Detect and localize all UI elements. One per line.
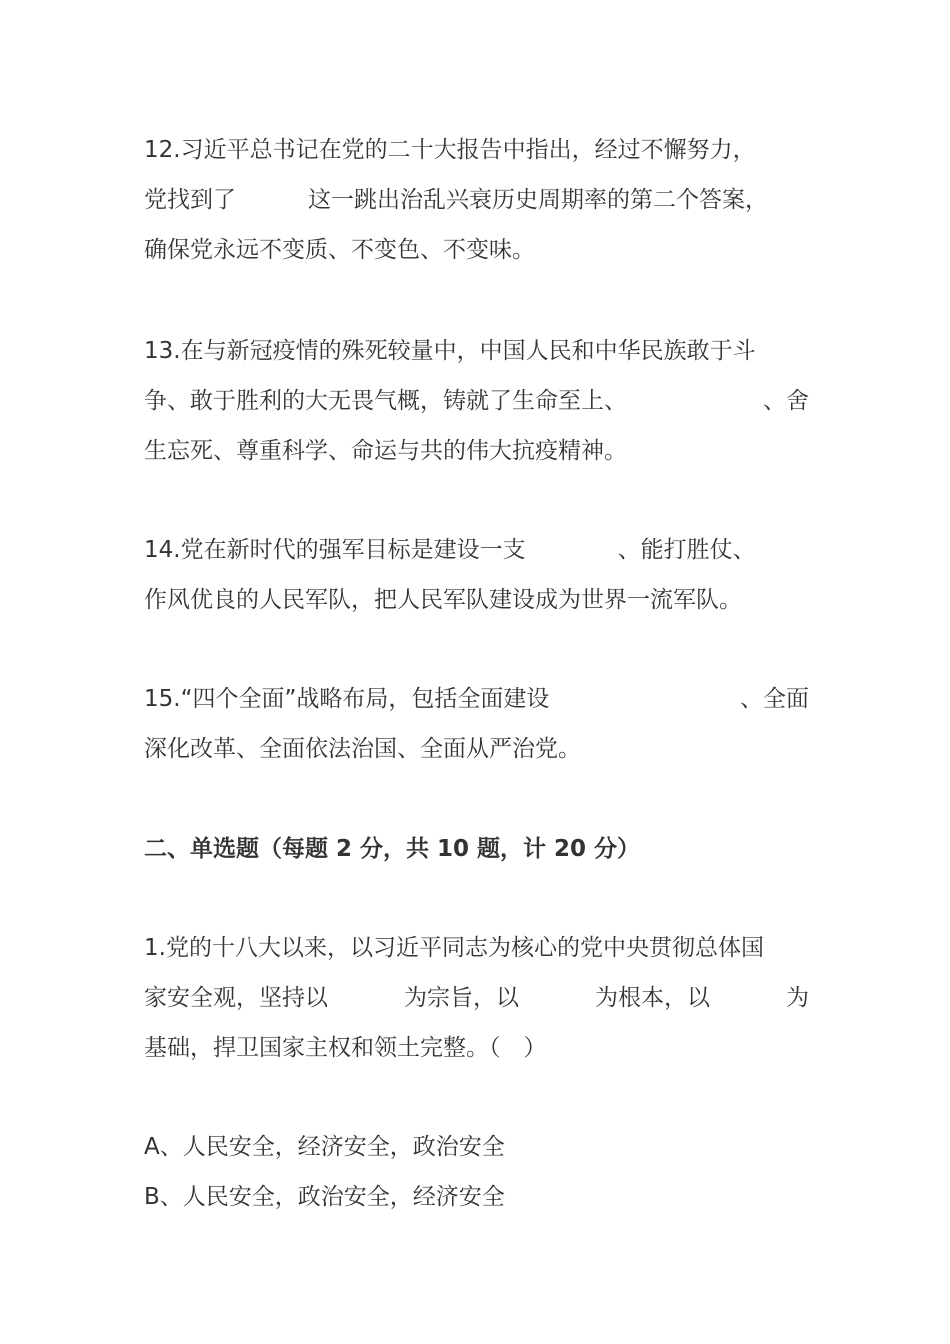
mc1-line-2-part-2: 为宗旨，以 xyxy=(404,985,519,1011)
q12-line-2-before-blank: 党找到了 xyxy=(144,187,236,213)
mc1-line-1: 1.党的十八大以来，以习近平同志为核心的党中央贯彻总体国 xyxy=(144,935,764,961)
q12-line-2 xyxy=(144,183,809,217)
q12-line-3: 确保党永远不变质、不变色、不变味。 xyxy=(144,237,535,263)
mc1-line-2-part-1: 家安全观，坚持以 xyxy=(144,985,328,1011)
mc1-line-2-part-4: 为 xyxy=(786,985,809,1011)
q13-line-1: 13.在与新冠疫情的殊死较量中，中国人民和中华民族敢于斗 xyxy=(144,338,756,364)
q15-line-2: 深化改革、全面依法治国、全面从严治党。 xyxy=(144,736,581,762)
q15-line-1 xyxy=(144,682,809,716)
q13-line-2 xyxy=(144,384,809,418)
mc1-line-2 xyxy=(144,981,809,1015)
q15-line-1-after-blank: 、全面 xyxy=(740,686,809,712)
mc1-option-a: A、人民安全，经济安全，政治安全 xyxy=(144,1134,505,1160)
mc1-option-b: B、人民安全，政治安全，经济安全 xyxy=(144,1184,505,1210)
q13-line-2-after-blank: 、舍 xyxy=(763,388,809,414)
section-heading-single-choice: 二、单选题（每题 2 分，共 10 题，计 20 分） xyxy=(144,836,641,862)
q14-line-1-after-blank: 、能打胜仗、 xyxy=(617,537,756,563)
q15-line-1-before-blank: 15.“四个全面”战略布局，包括全面建设 xyxy=(144,686,550,712)
q12-line-2-after-blank: 这一跳出治乱兴衰历史周期率的第二个答案， xyxy=(308,187,768,213)
q12-line-1: 12.习近平总书记在党的二十大报告中指出，经过不懈努力， xyxy=(144,137,756,163)
q14-line-2: 作风优良的人民军队，把人民军队建设成为世界一流军队。 xyxy=(144,587,742,613)
q13-line-3: 生忘死、尊重科学、命运与共的伟大抗疫精神。 xyxy=(144,438,627,464)
q13-line-2-before-blank: 争、敢于胜利的大无畏气概，铸就了生命至上、 xyxy=(144,388,627,414)
mc1-line-3: 基础，捍卫国家主权和领土完整。（ ） xyxy=(144,1035,547,1061)
mc1-line-2-part-3: 为根本，以 xyxy=(595,985,710,1011)
q14-line-1 xyxy=(144,533,809,567)
q14-line-1-before-blank: 14.党在新时代的强军目标是建设一支 xyxy=(144,537,526,563)
